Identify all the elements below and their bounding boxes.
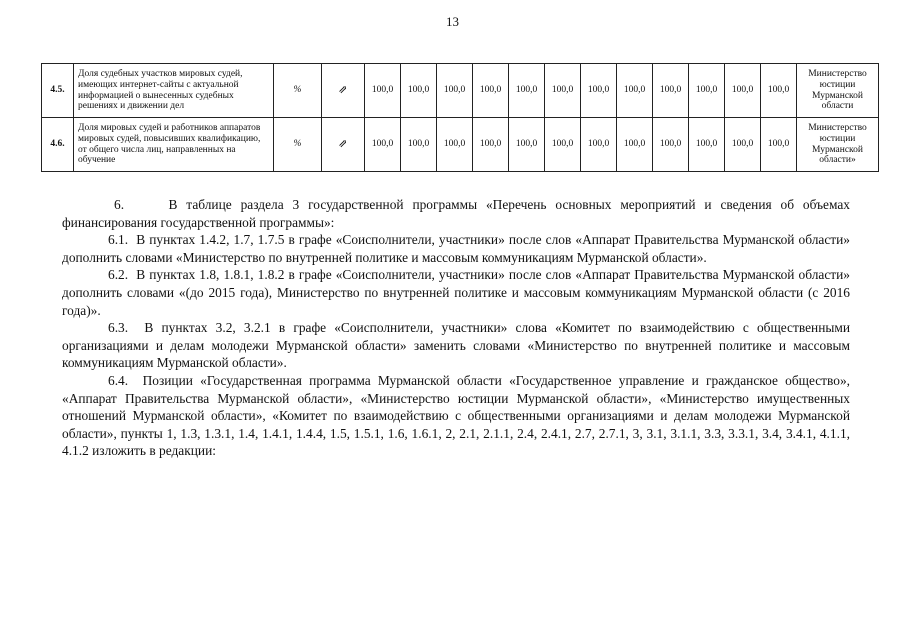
page-number: 13: [446, 14, 459, 29]
value-cell: 100,0: [689, 118, 725, 172]
value-cell: 100,0: [617, 118, 653, 172]
indicator-name: Доля мировых судей и работников аппаратов мировых судей, повысивших квалификацию, от общего числа лиц, направленных на обучение: [74, 118, 274, 172]
paragraph-6-3: 6.3. В пунктах 3.2, 3.2.1 в графе «Соисполнители, участники» слова «Комитет по взаимодействию с общественными организациями и делам молодежи Мурманской области» заменить словами «Министерство по внутренней политике и массовым коммуникациям Мурманской области».: [62, 320, 850, 371]
paragraph-6-1: 6.1. В пунктах 1.4.2, 1.7, 1.7.5 в графе «Соисполнители, участники» после слов «Аппарат Правительства Мурманской области» дополнить словами «Министерство по внутренней политике и массовым коммуникациям Мурманской области».: [62, 232, 850, 265]
value-cell: 100,0: [437, 64, 473, 118]
value-cell: 100,0: [581, 64, 617, 118]
table-row: [42, 118, 879, 172]
responsible-cell: Министерство юстиции Мурманской области»: [797, 118, 879, 172]
row-number: 4.6.: [42, 118, 74, 172]
paragraph-6-2: 6.2. В пунктах 1.8, 1.8.1, 1.8.2 в графе «Соисполнители, участники» после слов «Аппарат Правительства Мурманской области» дополнить словами «(до 2015 года), Министерство по внутренней политике и массовым коммуникациям Мурманской области (с 2016 года)».: [62, 267, 850, 318]
value-cell: 100,0: [761, 118, 797, 172]
value-cell: 100,0: [689, 64, 725, 118]
value-cell: 100,0: [365, 64, 401, 118]
value-cell: 100,0: [473, 64, 509, 118]
value-cell: 100,0: [401, 118, 437, 172]
value-cell: 100,0: [725, 118, 761, 172]
unit-cell: %: [274, 64, 322, 118]
body-text: [62, 196, 850, 460]
value-cell: 100,0: [509, 118, 545, 172]
value-cell: 100,0: [365, 118, 401, 172]
value-cell: 100,0: [545, 118, 581, 172]
value-cell: 100,0: [473, 118, 509, 172]
table-row: [42, 64, 879, 118]
value-cell: 100,0: [653, 118, 689, 172]
paragraph-6-4: 6.4. Позиции «Государственная программа Мурманской области «Государственное управление и гражданское общество», «Аппарат Правительства Мурманской области», «Министерство юстиции Мурманской области», «Министерство имущественных отношений Мурманской области», «Комитет по взаимодействию с общественными организациями и делам молодежи Мурманской области», пункты 1, 1.3, 1.3.1, 1.4, 1.4.1, 1.4.4, 1.5, 1.5.1, 1.6, 1.6.1, 2, 2.1, 2.1.1, 2.4, 2.4.1, 2.7, 2.7.1, 3, 3.1, 3.1.1, 3.3, 3.3.1, 3.4, 3.4.1, 4.1.1, 4.1.2 изложить в редакции:: [62, 372, 850, 459]
value-cell: 100,0: [545, 64, 581, 118]
value-cell: 100,0: [401, 64, 437, 118]
indicators-table: [41, 63, 879, 172]
row-number: 4.5.: [42, 64, 74, 118]
value-cell: 100,0: [761, 64, 797, 118]
value-cell: 100,0: [509, 64, 545, 118]
trend-arrow-icon: ⇗: [322, 118, 365, 172]
value-cell: 100,0: [617, 64, 653, 118]
trend-arrow-icon: ⇗: [322, 64, 365, 118]
unit-cell: %: [274, 118, 322, 172]
value-cell: 100,0: [653, 64, 689, 118]
value-cell: 100,0: [581, 118, 617, 172]
responsible-cell: Министерство юстиции Мурманской области: [797, 64, 879, 118]
indicator-name: Доля судебных участков мировых судей, имеющих интернет-сайты с актуальной информацией о вынесенных судебных решениях и движении дел: [74, 64, 274, 118]
paragraph-6: 6. В таблице раздела 3 государственной программы «Перечень основных мероприятий и сведения об объемах финансирования государственной программы»:: [62, 197, 850, 230]
value-cell: 100,0: [437, 118, 473, 172]
value-cell: 100,0: [725, 64, 761, 118]
